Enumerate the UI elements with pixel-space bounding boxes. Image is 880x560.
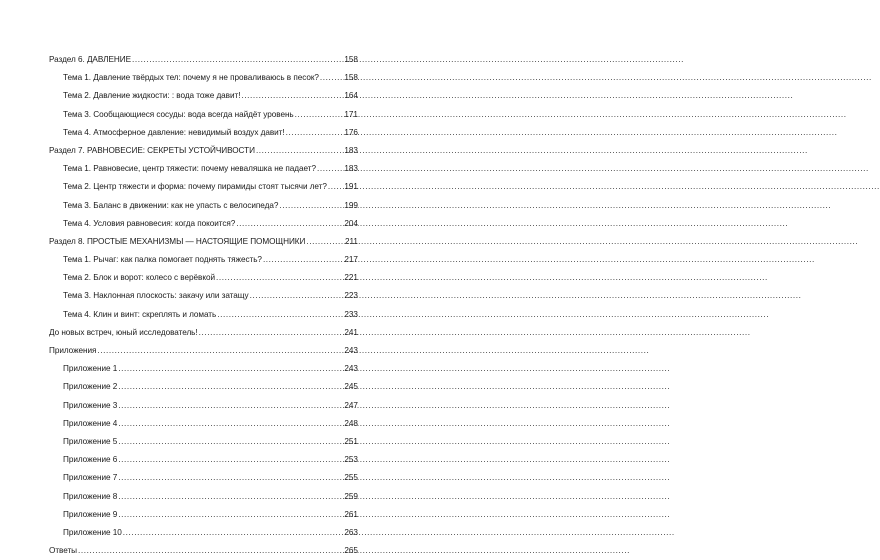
toc-dot-leader xyxy=(217,306,343,324)
toc-page-number: 204 xyxy=(344,218,358,228)
toc-entry-line xyxy=(63,524,358,542)
toc-entry-title: Тема 4. Клин и винт: скреплять и ломать xyxy=(63,309,217,319)
toc-entry-title: Тема 3. Сообщающиеся сосуды: вода всегда найдёт уровень xyxy=(63,109,294,119)
toc-entry-title: Тема 3. Наклонная плоскость: закачу или затащу xyxy=(63,291,249,301)
toc-entry-title: Тема 3. Баланс в движении: как не упасть с велосипеда? xyxy=(63,200,279,210)
toc-topic-entry xyxy=(63,106,410,124)
toc-topic-entry xyxy=(63,251,410,269)
toc-entry-title: Тема 1. Равновесие, центр тяжести: почему неваляшка не падает? xyxy=(63,164,316,174)
document-page xyxy=(0,0,410,556)
toc-dot-leader xyxy=(241,87,343,105)
toc-dot-leader xyxy=(295,106,344,124)
toc-entry-title: Приложение 5 xyxy=(63,436,118,446)
toc-entry-line xyxy=(63,87,358,105)
toc-entry-line xyxy=(63,451,358,469)
toc-page-number: 248 xyxy=(344,418,358,428)
toc-entry-title: Тема 4. Условия равновесия: когда покоится? xyxy=(63,218,236,228)
toc-topic-entry xyxy=(63,433,410,451)
toc-dot-leader xyxy=(216,269,343,287)
toc-topic-entry xyxy=(63,160,410,178)
toc-page-number: 253 xyxy=(344,455,358,465)
toc-entry-title: Приложение 1 xyxy=(63,364,118,374)
toc-topic-entry xyxy=(63,506,410,524)
toc-entry-line xyxy=(63,251,358,269)
toc-topic-entry xyxy=(63,378,410,396)
toc-section-entry xyxy=(49,342,410,360)
toc-page-number: 171 xyxy=(344,109,358,119)
toc-entry-line xyxy=(63,178,358,196)
toc-entry-line xyxy=(63,469,358,487)
toc-topic-entry xyxy=(63,197,410,215)
toc-dot-leader xyxy=(97,342,343,360)
toc-page-number: 265 xyxy=(344,546,358,556)
toc-page-number: 217 xyxy=(344,255,358,265)
toc-entry-line xyxy=(63,415,358,433)
toc-entry-title: Приложение 3 xyxy=(63,400,118,410)
toc-topic-entry xyxy=(63,524,410,542)
toc-page-number: 211 xyxy=(344,236,358,246)
toc-entry-line xyxy=(63,287,358,305)
toc-entry-title: Приложение 4 xyxy=(63,418,118,428)
toc-dot-leader xyxy=(236,215,343,233)
toc-topic-entry xyxy=(63,306,410,324)
toc-page-number: 255 xyxy=(344,473,358,483)
toc-dot-leader xyxy=(78,542,343,560)
toc-entry-title: Тема 4. Атмосферное давление: невидимый воздух давит! xyxy=(63,127,285,137)
toc-page-number: 176 xyxy=(344,127,358,137)
toc-entry-line xyxy=(63,106,358,124)
toc-entry-line xyxy=(49,233,358,251)
toc-entry-line xyxy=(49,542,358,560)
toc-entry-title: Тема 1. Рычаг: как палка помогает поднять тяжесть? xyxy=(63,255,262,265)
toc-page-number: 247 xyxy=(344,400,358,410)
toc-dot-leader xyxy=(263,251,343,269)
toc-entry-title: Приложение 6 xyxy=(63,455,118,465)
toc-section-entry xyxy=(49,233,410,251)
toc-page-number: 243 xyxy=(344,364,358,374)
toc-entry-line xyxy=(63,69,358,87)
toc-page-number: 233 xyxy=(344,309,358,319)
toc-dot-leader xyxy=(328,178,343,196)
toc-dot-leader xyxy=(118,415,343,433)
toc-page-number: 183 xyxy=(344,145,358,155)
toc-entry-title: Раздел 6. ДАВЛЕНИЕ xyxy=(49,55,132,64)
toc-entry-line xyxy=(63,378,358,396)
toc-dot-leader xyxy=(317,160,343,178)
toc-topic-entry xyxy=(63,269,410,287)
toc-section-entry xyxy=(49,142,410,160)
toc-page-number: 183 xyxy=(344,164,358,174)
toc-dot-leader xyxy=(123,524,344,542)
toc-page-number: 164 xyxy=(344,91,358,101)
toc-entry-title: Тема 1. Давление твёрдых тел: почему я не проваливаюсь в песок? xyxy=(63,73,319,83)
toc-section-entry xyxy=(49,51,410,69)
toc-dot-leader xyxy=(256,142,343,160)
toc-topic-entry xyxy=(63,69,410,87)
toc-topic-entry xyxy=(63,451,410,469)
toc-topic-entry xyxy=(63,87,410,105)
toc-page-number: 191 xyxy=(344,182,358,192)
toc-entry-line xyxy=(63,397,358,415)
toc-page-number: 199 xyxy=(344,200,358,210)
toc-entry-line xyxy=(63,269,358,287)
toc-page-number: 243 xyxy=(344,346,358,355)
toc-entry-line xyxy=(63,488,358,506)
toc-entry-title: Тема 2. Блок и ворот: колесо с верёвкой xyxy=(63,273,215,283)
toc-entry-line xyxy=(63,306,358,324)
toc-topic-entry xyxy=(63,397,410,415)
toc-entry-title: Ответы xyxy=(49,546,77,556)
toc-dot-leader xyxy=(279,197,343,215)
toc-dot-leader xyxy=(118,506,343,524)
toc-dot-leader xyxy=(250,287,344,305)
toc-topic-entry xyxy=(63,215,410,233)
toc-entry-title: Раздел 8. ПРОСТЫЕ МЕХАНИЗМЫ — НАСТОЯЩИЕ ПОМОЩНИКИ xyxy=(49,236,306,246)
toc-topic-entry xyxy=(63,415,410,433)
toc-entry-line xyxy=(63,215,358,233)
toc-entry-title: Приложение 9 xyxy=(63,509,118,519)
toc-page-number: 241 xyxy=(344,327,358,337)
table-of-contents xyxy=(0,51,410,560)
toc-dot-leader xyxy=(118,378,343,396)
toc-topic-entry xyxy=(63,178,410,196)
toc-entry-title: Раздел 7. РАВНОВЕСИЕ: СЕКРЕТЫ УСТОЙЧИВОСТИ xyxy=(49,145,255,155)
toc-entry-line xyxy=(63,506,358,524)
toc-entry-line xyxy=(63,433,358,451)
toc-entry-line xyxy=(49,324,358,342)
toc-dot-leader xyxy=(118,360,343,378)
toc-dot-leader xyxy=(118,469,343,487)
toc-entry-title: До новых встреч, юный исследователь! xyxy=(49,327,198,337)
toc-page-number: 158 xyxy=(344,73,358,83)
toc-entry-title: Приложение 7 xyxy=(63,473,118,483)
toc-dot-leader xyxy=(306,233,344,251)
toc-entry-title: Тема 2. Центр тяжести и форма: почему пирамиды стоят тысячи лет? xyxy=(63,182,327,192)
toc-page-number: 263 xyxy=(344,527,358,537)
toc-page-number: 245 xyxy=(344,382,358,392)
toc-dot-leader xyxy=(118,488,343,506)
toc-entry-line xyxy=(63,124,358,142)
toc-entry-title: Приложение 8 xyxy=(63,491,118,501)
toc-entry-line xyxy=(49,142,358,160)
toc-section-entry xyxy=(49,324,410,342)
toc-dot-leader xyxy=(286,124,344,142)
toc-entry-line xyxy=(63,360,358,378)
toc-topic-entry xyxy=(63,287,410,305)
toc-topic-entry xyxy=(63,488,410,506)
toc-entry-title: Приложения xyxy=(49,346,97,355)
toc-topic-entry xyxy=(63,469,410,487)
toc-topic-entry xyxy=(63,124,410,142)
toc-page-number: 251 xyxy=(344,436,358,446)
toc-page-number: 221 xyxy=(344,273,358,283)
toc-dot-leader xyxy=(199,324,344,342)
toc-entry-line xyxy=(63,160,358,178)
toc-entry-title: Тема 2. Давление жидкости: : вода тоже давит! xyxy=(63,91,241,101)
toc-dot-leader xyxy=(118,397,343,415)
toc-dot-leader xyxy=(118,451,343,469)
toc-entry-line xyxy=(49,51,358,69)
toc-dot-leader xyxy=(132,51,343,69)
toc-entry-line xyxy=(49,342,358,360)
toc-dot-leader xyxy=(118,433,343,451)
toc-page-number: 223 xyxy=(344,291,358,301)
toc-dot-leader xyxy=(320,69,343,87)
toc-page-number: 259 xyxy=(344,491,358,501)
toc-page-number: 158 xyxy=(344,55,358,64)
toc-entry-line xyxy=(63,197,358,215)
toc-section-entry xyxy=(49,542,410,560)
toc-entry-title: Приложение 10 xyxy=(63,527,122,537)
toc-page-number: 261 xyxy=(344,509,358,519)
toc-entry-title: Приложение 2 xyxy=(63,382,118,392)
toc-topic-entry xyxy=(63,360,410,378)
